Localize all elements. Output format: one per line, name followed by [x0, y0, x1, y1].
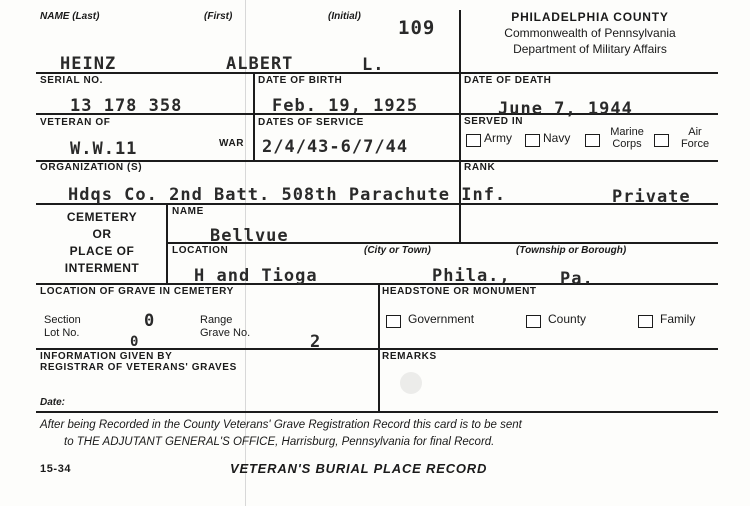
divider-mid-top: [253, 72, 255, 160]
army-label: Army: [484, 131, 512, 145]
card-number: 109: [398, 17, 436, 39]
veteran-of-value: W.W.11: [70, 139, 138, 159]
name-last-label: NAME (Last): [40, 11, 100, 22]
organizations-label: ORGANIZATION (S): [40, 162, 143, 173]
headstone-label: HEADSTONE OR MONUMENT: [382, 286, 537, 297]
date-of-death-label: DATE OF DEATH: [464, 75, 552, 86]
form-title: VETERAN'S BURIAL PLACE RECORD: [230, 461, 488, 476]
commonwealth-label: Commonwealth of Pennsylvania: [504, 26, 676, 40]
serial-no-value: 13 178 358: [70, 96, 183, 116]
first-name-value: ALBERT: [226, 54, 294, 74]
dates-of-service-label: DATES OF SERVICE: [258, 117, 364, 128]
veteran-of-label: VETERAN OF: [40, 117, 111, 128]
cemetery-or-place-label: CEMETERY OR PLACE OF INTERMENT: [64, 210, 140, 275]
grave-no-label: Grave No.: [200, 327, 251, 339]
marine-corps-checkbox[interactable]: [585, 134, 600, 147]
rule-below-info: [36, 411, 718, 413]
family-label: Family: [660, 312, 696, 326]
department-label: Department of Military Affairs: [513, 42, 667, 56]
township-or-borough-label: (Township or Borough): [516, 245, 627, 256]
location-of-grave-label: LOCATION OF GRAVE IN CEMETERY: [40, 286, 234, 297]
war-label: WAR: [219, 138, 245, 149]
army-checkbox[interactable]: [466, 134, 481, 147]
air-force-label: Air Force: [680, 126, 710, 150]
county-checkbox[interactable]: [526, 315, 541, 328]
family-checkbox[interactable]: [638, 315, 653, 328]
initial-label: (Initial): [328, 11, 361, 22]
navy-checkbox[interactable]: [525, 134, 540, 147]
county-label: County: [548, 312, 587, 326]
rank-value: Private: [612, 187, 691, 207]
divider-grave: [378, 283, 380, 411]
cemetery-name-label: NAME: [172, 206, 204, 217]
divider-right-top: [459, 10, 461, 160]
date-of-birth-label: DATE OF BIRTH: [258, 75, 343, 86]
form-number: 15-34: [40, 463, 72, 475]
section-value: 0: [144, 311, 156, 331]
lot-no-label: Lot No.: [44, 327, 80, 339]
served-in-label: SERVED IN: [464, 116, 524, 127]
footer-instruction-line2: to THE ADJUTANT GENERAL'S OFFICE, Harrisburg, Pennsylvania for final Record.: [64, 436, 495, 448]
rank-label: RANK: [464, 162, 496, 173]
location-state-value: Pa.: [560, 269, 594, 289]
remarks-label: REMARKS: [382, 351, 437, 362]
date-of-birth-value: Feb. 19, 1925: [272, 96, 419, 116]
date-label: Date:: [40, 397, 66, 408]
dates-of-service-value: 2/4/43-6/7/44: [262, 137, 409, 157]
section-label: Section: [44, 314, 81, 326]
location-street-value: H and Tioga: [194, 266, 318, 286]
info-given-by-label: INFORMATION GIVEN BY: [40, 351, 173, 362]
navy-label: Navy: [543, 131, 571, 145]
cemetery-name-value: Bellvue: [210, 226, 289, 246]
divider-cemetery: [166, 203, 168, 283]
city-or-town-label: (City or Town): [364, 245, 431, 256]
lot-no-value: 0: [130, 334, 140, 350]
organization-value: Hdqs Co. 2nd Batt. 508th Parachute Inf.: [68, 185, 507, 205]
first-name-label: (First): [204, 11, 233, 22]
location-label: LOCATION: [172, 245, 229, 256]
county-title: PHILADELPHIA COUNTY: [511, 10, 669, 24]
date-of-death-value: June 7, 1944: [498, 99, 633, 119]
government-checkbox[interactable]: [386, 315, 401, 328]
location-city-value: Phila.,: [432, 266, 511, 286]
paper-stain: [400, 372, 422, 394]
last-name-value: HEINZ: [60, 54, 117, 74]
footer-instruction-line1: After being Recorded in the County Veterans' Grave Registration Record this card is to be sent: [40, 419, 522, 431]
rule-below-location: [36, 283, 718, 285]
government-label: Government: [408, 312, 475, 326]
range-label: Range: [200, 314, 233, 326]
serial-no-label: SERIAL NO.: [40, 75, 104, 86]
marine-corps-label: Marine Corps: [610, 126, 644, 150]
grave-no-value: 2: [310, 332, 322, 352]
registrar-label: REGISTRAR OF VETERANS' GRAVES: [40, 362, 237, 373]
initial-value: L.: [362, 55, 385, 75]
air-force-checkbox[interactable]: [654, 134, 669, 147]
